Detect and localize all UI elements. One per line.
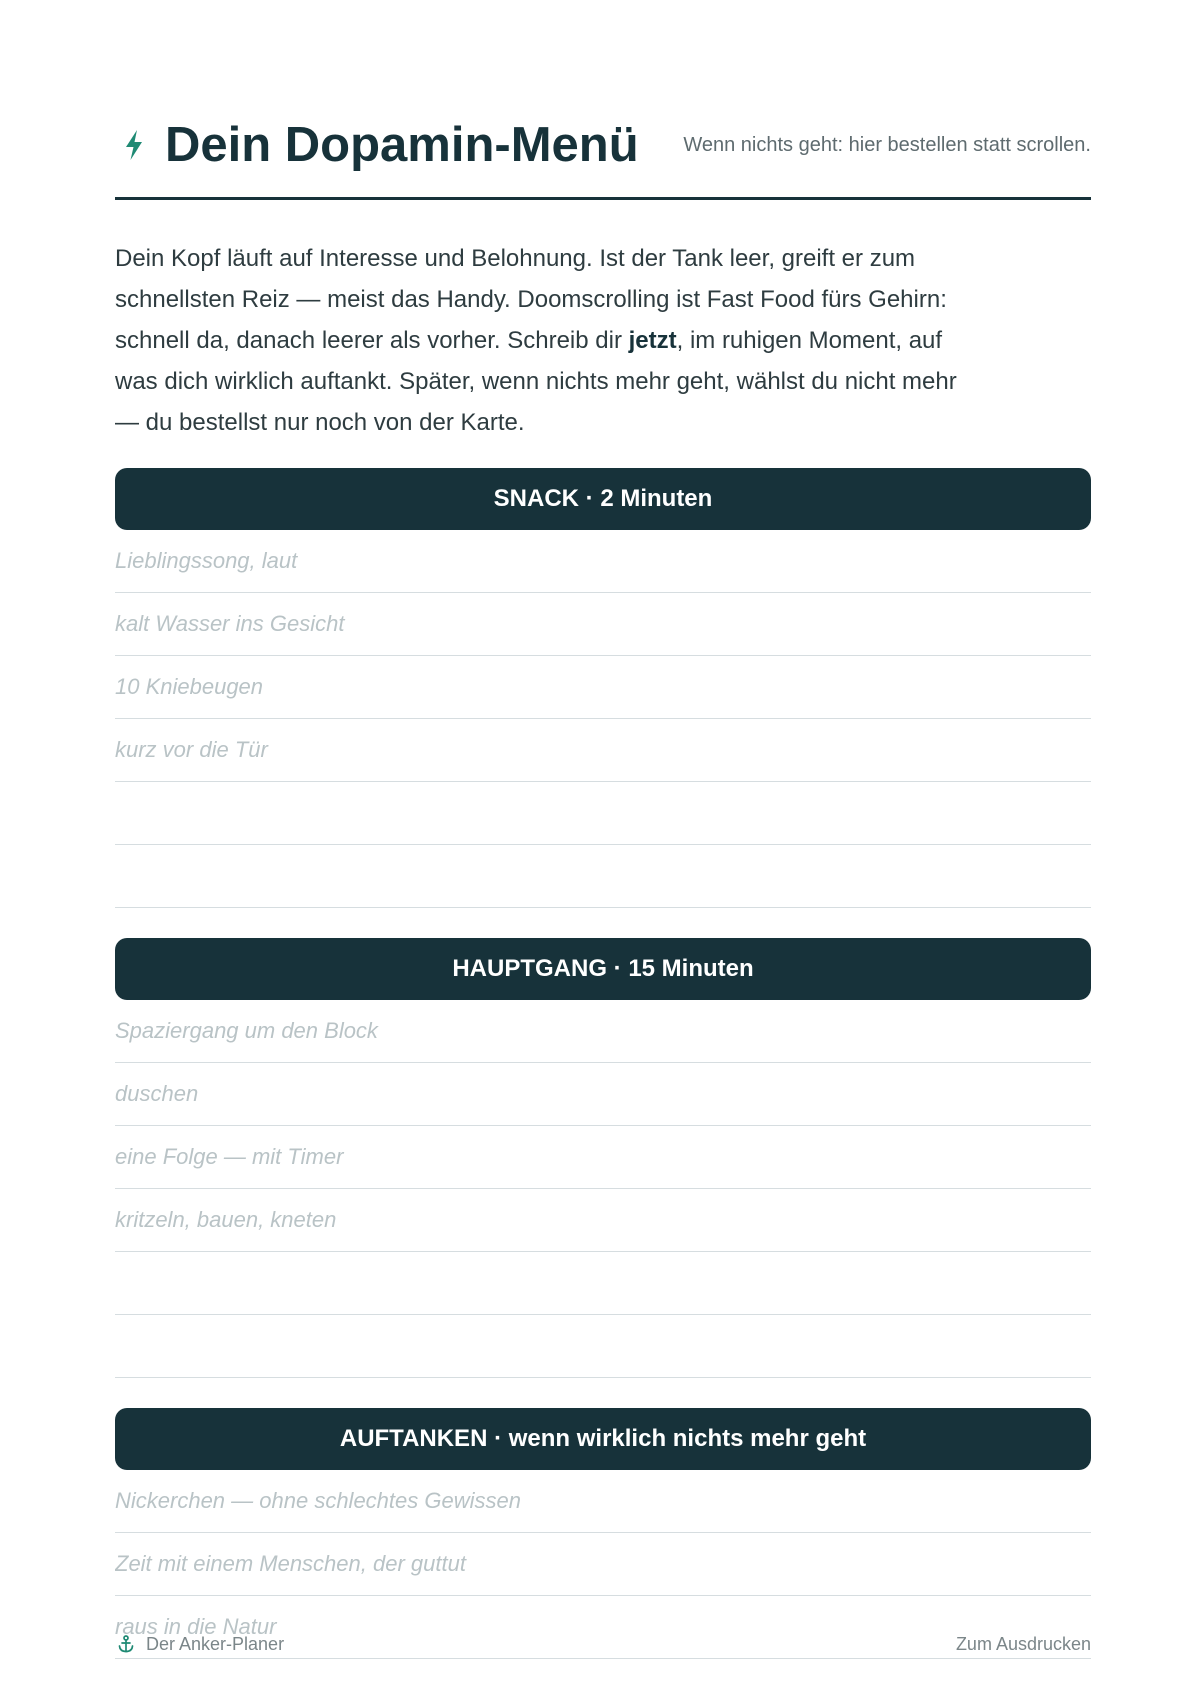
menu-item-input[interactable] [115, 1011, 1091, 1051]
menu-item-input[interactable] [115, 667, 1091, 707]
intro-text-after: , im ruhigen Moment, auf was dich wirklich auftankt. Später, wenn nichts mehr geht, wählst du nicht mehr — du bestellst nur noch von der Karte. [115, 327, 957, 436]
menu-row [115, 1126, 1091, 1189]
page-header [115, 115, 1091, 175]
menu-row [115, 1000, 1091, 1063]
section-header-auftanken [115, 1408, 1091, 1470]
menu-row [115, 1533, 1091, 1596]
menu-row [115, 1315, 1091, 1378]
anchor-icon [117, 1635, 135, 1653]
menu-item-input[interactable] [115, 604, 1091, 644]
footer-brand: Der Anker-Planer [146, 1633, 285, 1654]
section-header-hauptgang [115, 938, 1091, 1000]
intro-emphasis: jetzt [628, 327, 677, 354]
menu-row [115, 1189, 1091, 1252]
menu-item-input[interactable] [115, 856, 1091, 896]
menu-item-input[interactable] [115, 730, 1091, 770]
intro-paragraph [115, 238, 960, 443]
page-subtitle: Wenn nichts geht: hier bestellen statt scrollen. [683, 133, 1091, 156]
menu-item-input[interactable] [115, 1544, 1091, 1584]
menu-row [115, 1063, 1091, 1126]
menu-row [115, 782, 1091, 845]
menu-sections [115, 468, 1091, 1689]
section-header-label: AUFTANKEN · wenn wirklich nichts mehr geht [339, 1425, 867, 1452]
menu-row [115, 656, 1091, 719]
menu-row [115, 530, 1091, 593]
footer-note: Zum Ausdrucken [955, 1633, 1091, 1654]
section-header-label: HAUPTGANG · 15 Minuten [452, 955, 754, 982]
section-header-label: SNACK · 2 Minuten [493, 485, 713, 512]
menu-item-input[interactable] [115, 541, 1091, 581]
menu-item-input[interactable] [115, 1074, 1091, 1114]
section-hauptgang [115, 938, 1091, 1378]
page-footer [115, 1633, 1091, 1655]
menu-item-input[interactable] [115, 1200, 1091, 1240]
section-header-snack [115, 468, 1091, 530]
menu-row [115, 719, 1091, 782]
menu-item-input[interactable] [115, 1326, 1091, 1366]
menu-item-input[interactable] [115, 793, 1091, 833]
menu-row [115, 1252, 1091, 1315]
menu-row [115, 845, 1091, 908]
menu-item-input[interactable] [115, 1137, 1091, 1177]
menu-row [115, 593, 1091, 656]
section-snack [115, 468, 1091, 908]
menu-item-input[interactable] [115, 1263, 1091, 1303]
lightning-bolt-icon [123, 129, 145, 161]
page-title: Dein Dopamin-Menü [165, 118, 639, 172]
section-auftanken [115, 1408, 1091, 1659]
menu-row [115, 1470, 1091, 1533]
menu-item-input[interactable] [115, 1481, 1091, 1521]
header-divider [115, 197, 1091, 200]
intro-text-before: Dein Kopf läuft auf Interesse und Belohnung. Ist der Tank leer, greift er zum schnellsten Reiz — meist das Handy. Doomscrolling ist Fast Food fürs Gehirn: schnell da, danach leerer als vorher. Schreib dir [115, 245, 947, 354]
